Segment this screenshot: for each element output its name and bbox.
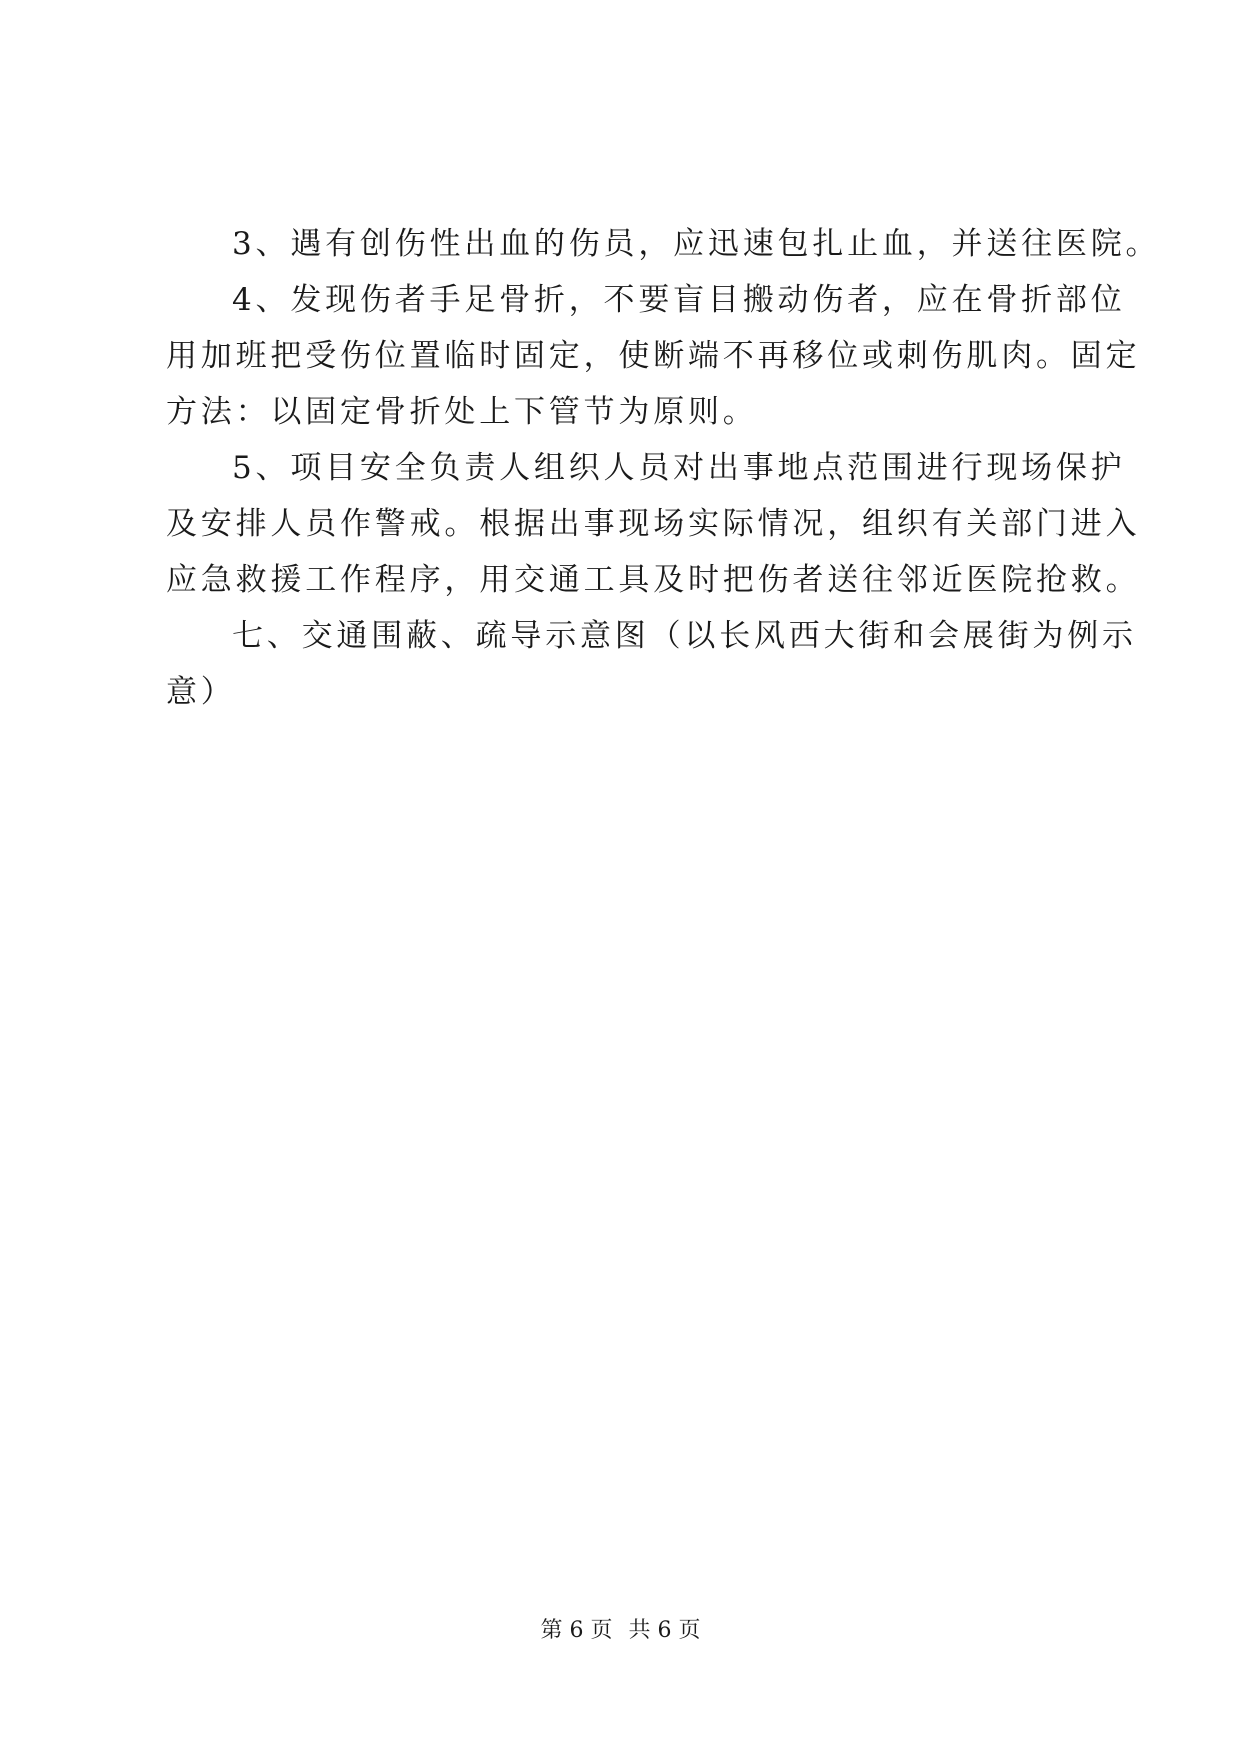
page-number: 第 6 页 [540, 1618, 613, 1643]
paragraph-item-4 [166, 282, 1141, 453]
paragraph-line: 及安排人员作警戒。根据出事现场实际情况，组织有关部门进入 [166, 506, 1141, 542]
paragraph-line: 5、项目安全负责人组织人员对出事地点范围进行现场保护 [232, 450, 1126, 486]
paragraph-item-5 [166, 450, 1141, 621]
section-heading-7 [166, 618, 1137, 733]
document-body [166, 226, 1161, 733]
paragraph-line: 方法：以固定骨折处上下管节为原则。 [166, 394, 758, 430]
section-heading-line: 意） [166, 674, 236, 710]
page-total: 共 6 页 [628, 1618, 701, 1643]
paragraph-item-3 [166, 226, 1161, 285]
page-footer [0, 1619, 1241, 1643]
paragraph-line: 用加班把受伤位置临时固定，使断端不再移位或刺伤肌肉。固定 [166, 338, 1141, 374]
paragraph-line: 应急救援工作程序，用交通工具及时把伤者送往邻近医院抢救。 [166, 562, 1141, 598]
paragraph-line: 3、遇有创伤性出血的伤员，应迅速包扎止血，并送往医院。 [232, 226, 1161, 262]
paragraph-line: 4、发现伤者手足骨折，不要盲目搬动伤者，应在骨折部位 [232, 282, 1126, 318]
section-heading-line: 七、交通围蔽、疏导示意图（以长风西大街和会展街为例示 [232, 618, 1137, 654]
